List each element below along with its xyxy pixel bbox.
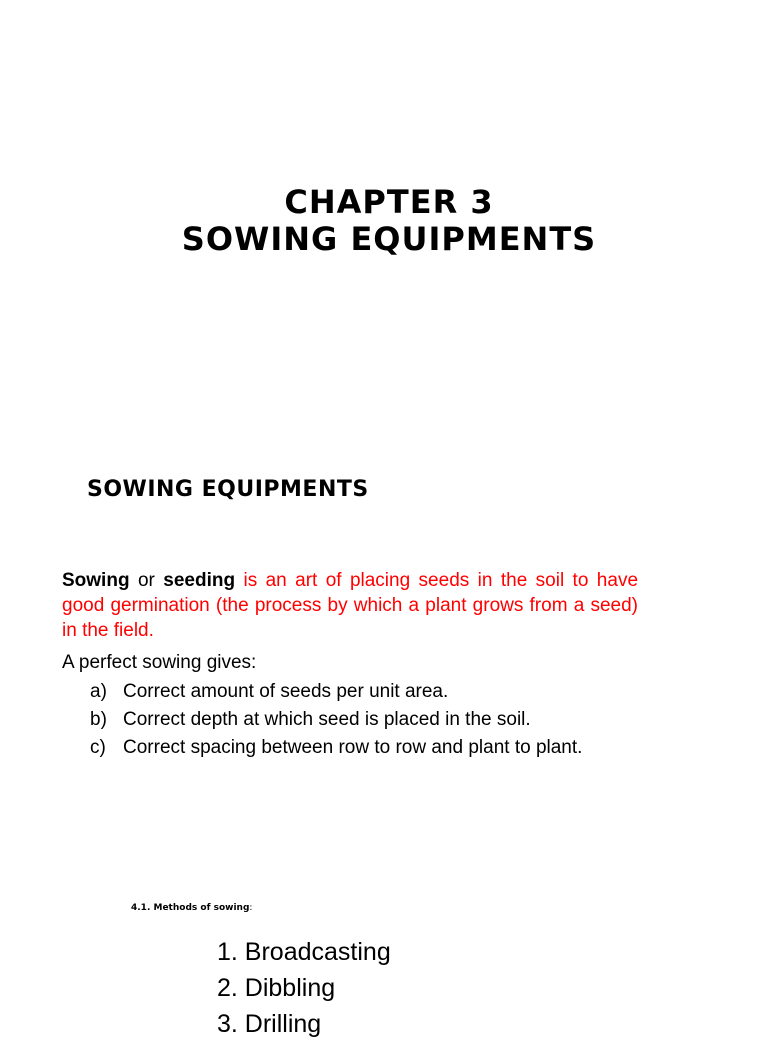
methods-heading-text: 4.1. Methods of sowing bbox=[131, 903, 250, 913]
list-item bbox=[90, 734, 582, 762]
list-item bbox=[90, 706, 582, 734]
term-sowing: Sowing bbox=[62, 570, 130, 591]
definition-paragraph bbox=[62, 568, 638, 643]
list-marker: c) bbox=[90, 737, 106, 758]
chapter-name: SOWING EQUIPMENTS bbox=[181, 220, 597, 258]
list-item-text: Correct amount of seeds per unit area. bbox=[123, 681, 449, 702]
method-item: 1. Broadcasting bbox=[217, 938, 391, 966]
chapter-number: CHAPTER 3 bbox=[284, 183, 494, 221]
definition-text: is an art of placing seeds in the soil to have good germination (the process by which a plant grows from a seed) in the field. bbox=[62, 570, 639, 641]
methods-heading bbox=[131, 902, 252, 914]
list-item-text: Correct spacing between row to row and plant to plant. bbox=[123, 737, 583, 758]
method-item: 3. Drilling bbox=[217, 1010, 322, 1038]
benefits-list bbox=[90, 678, 582, 762]
methods-heading-colon: : bbox=[249, 903, 253, 913]
section-heading: SOWING EQUIPMENTS bbox=[87, 477, 369, 502]
list-marker: b) bbox=[90, 709, 107, 730]
list-marker: a) bbox=[90, 681, 107, 702]
intro-text: A perfect sowing gives: bbox=[62, 652, 257, 673]
term-seeding: seeding bbox=[163, 570, 236, 591]
list-item-text: Correct depth at which seed is placed in the soil. bbox=[123, 709, 531, 730]
list-item bbox=[90, 678, 582, 706]
methods-list bbox=[217, 934, 391, 1042]
term-connector: or bbox=[129, 570, 164, 591]
chapter-title bbox=[0, 184, 768, 258]
method-item: 2. Dibbling bbox=[217, 974, 336, 1002]
